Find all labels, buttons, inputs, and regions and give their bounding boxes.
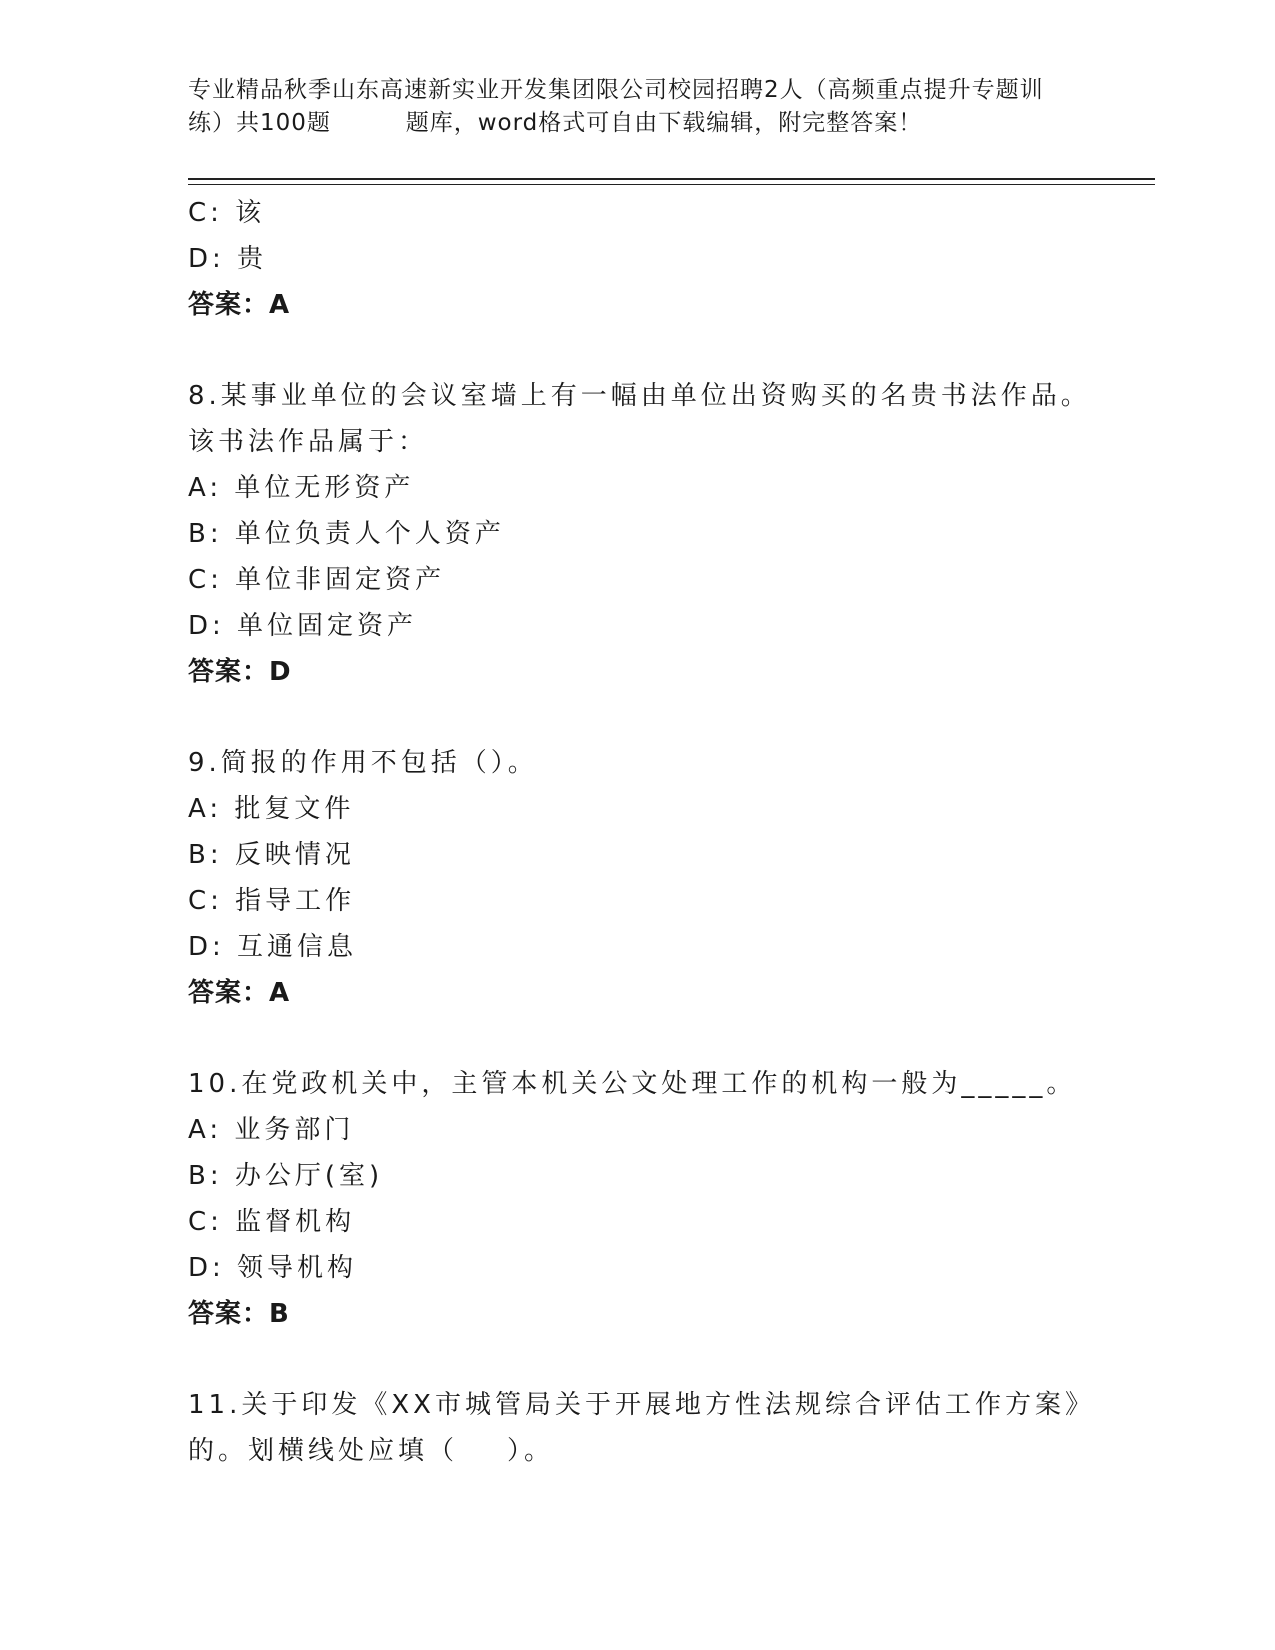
- spacer: [188, 695, 1128, 740]
- option-d: D: 领导机构: [188, 1253, 358, 1283]
- option-c: C: 指导工作: [188, 886, 356, 916]
- question-11: [188, 1382, 1128, 1474]
- question-stem: 10.在党政机关中，主管本机关公文处理工作的机构一般为_____。: [188, 1069, 1077, 1099]
- option-d: D: 贵: [188, 244, 268, 274]
- header-title-line-1: 专业精品秋季山东高速新实业开发集团限公司校园招聘2人（高频重点提升专题训: [188, 77, 1044, 103]
- document-header: [188, 74, 1088, 140]
- header-title-line-2: 练）共100题 题库，word格式可自由下载编辑，附完整答案！: [188, 110, 923, 136]
- header-divider-thin: [188, 184, 1155, 185]
- question-9: [188, 740, 1128, 1016]
- option-c: C: 该: [188, 198, 266, 228]
- option-b: B: 办公厅(室): [188, 1161, 384, 1191]
- option-a: A: 单位无形资产: [188, 473, 415, 503]
- question-7-continuation: [188, 190, 1128, 328]
- question-stem: 11.关于印发《XX市城管局关于开展地方性法规综合评估工作方案》: [188, 1390, 1095, 1420]
- answer-label: 答案：D: [188, 657, 292, 687]
- option-d: D: 单位固定资产: [188, 611, 418, 641]
- option-a: A: 业务部门: [188, 1115, 355, 1145]
- question-stem-continued: 的。划横线处应填（ ）。: [188, 1436, 555, 1466]
- option-c: C: 单位非固定资产: [188, 565, 446, 595]
- option-a: A: 批复文件: [188, 794, 355, 824]
- option-d: D: 互通信息: [188, 932, 358, 962]
- spacer: [188, 1016, 1128, 1061]
- question-8: [188, 373, 1128, 695]
- option-b: B: 反映情况: [188, 840, 355, 870]
- question-stem: 8.某事业单位的会议室墙上有一幅由单位出资购买的名贵书法作品。: [188, 381, 1091, 411]
- header-divider-thick: [188, 178, 1155, 180]
- question-10: [188, 1061, 1128, 1337]
- question-stem-continued: 该书法作品属于：: [188, 427, 429, 457]
- document-body: [188, 190, 1128, 1474]
- option-b: B: 单位负责人个人资产: [188, 519, 505, 549]
- spacer: [188, 1337, 1128, 1382]
- answer-label: 答案：A: [188, 290, 291, 320]
- answer-label: 答案：B: [188, 1299, 290, 1329]
- option-c: C: 监督机构: [188, 1207, 356, 1237]
- question-stem: 9.简报的作用不包括（）。: [188, 748, 538, 778]
- answer-label: 答案：A: [188, 978, 291, 1008]
- spacer: [188, 328, 1128, 373]
